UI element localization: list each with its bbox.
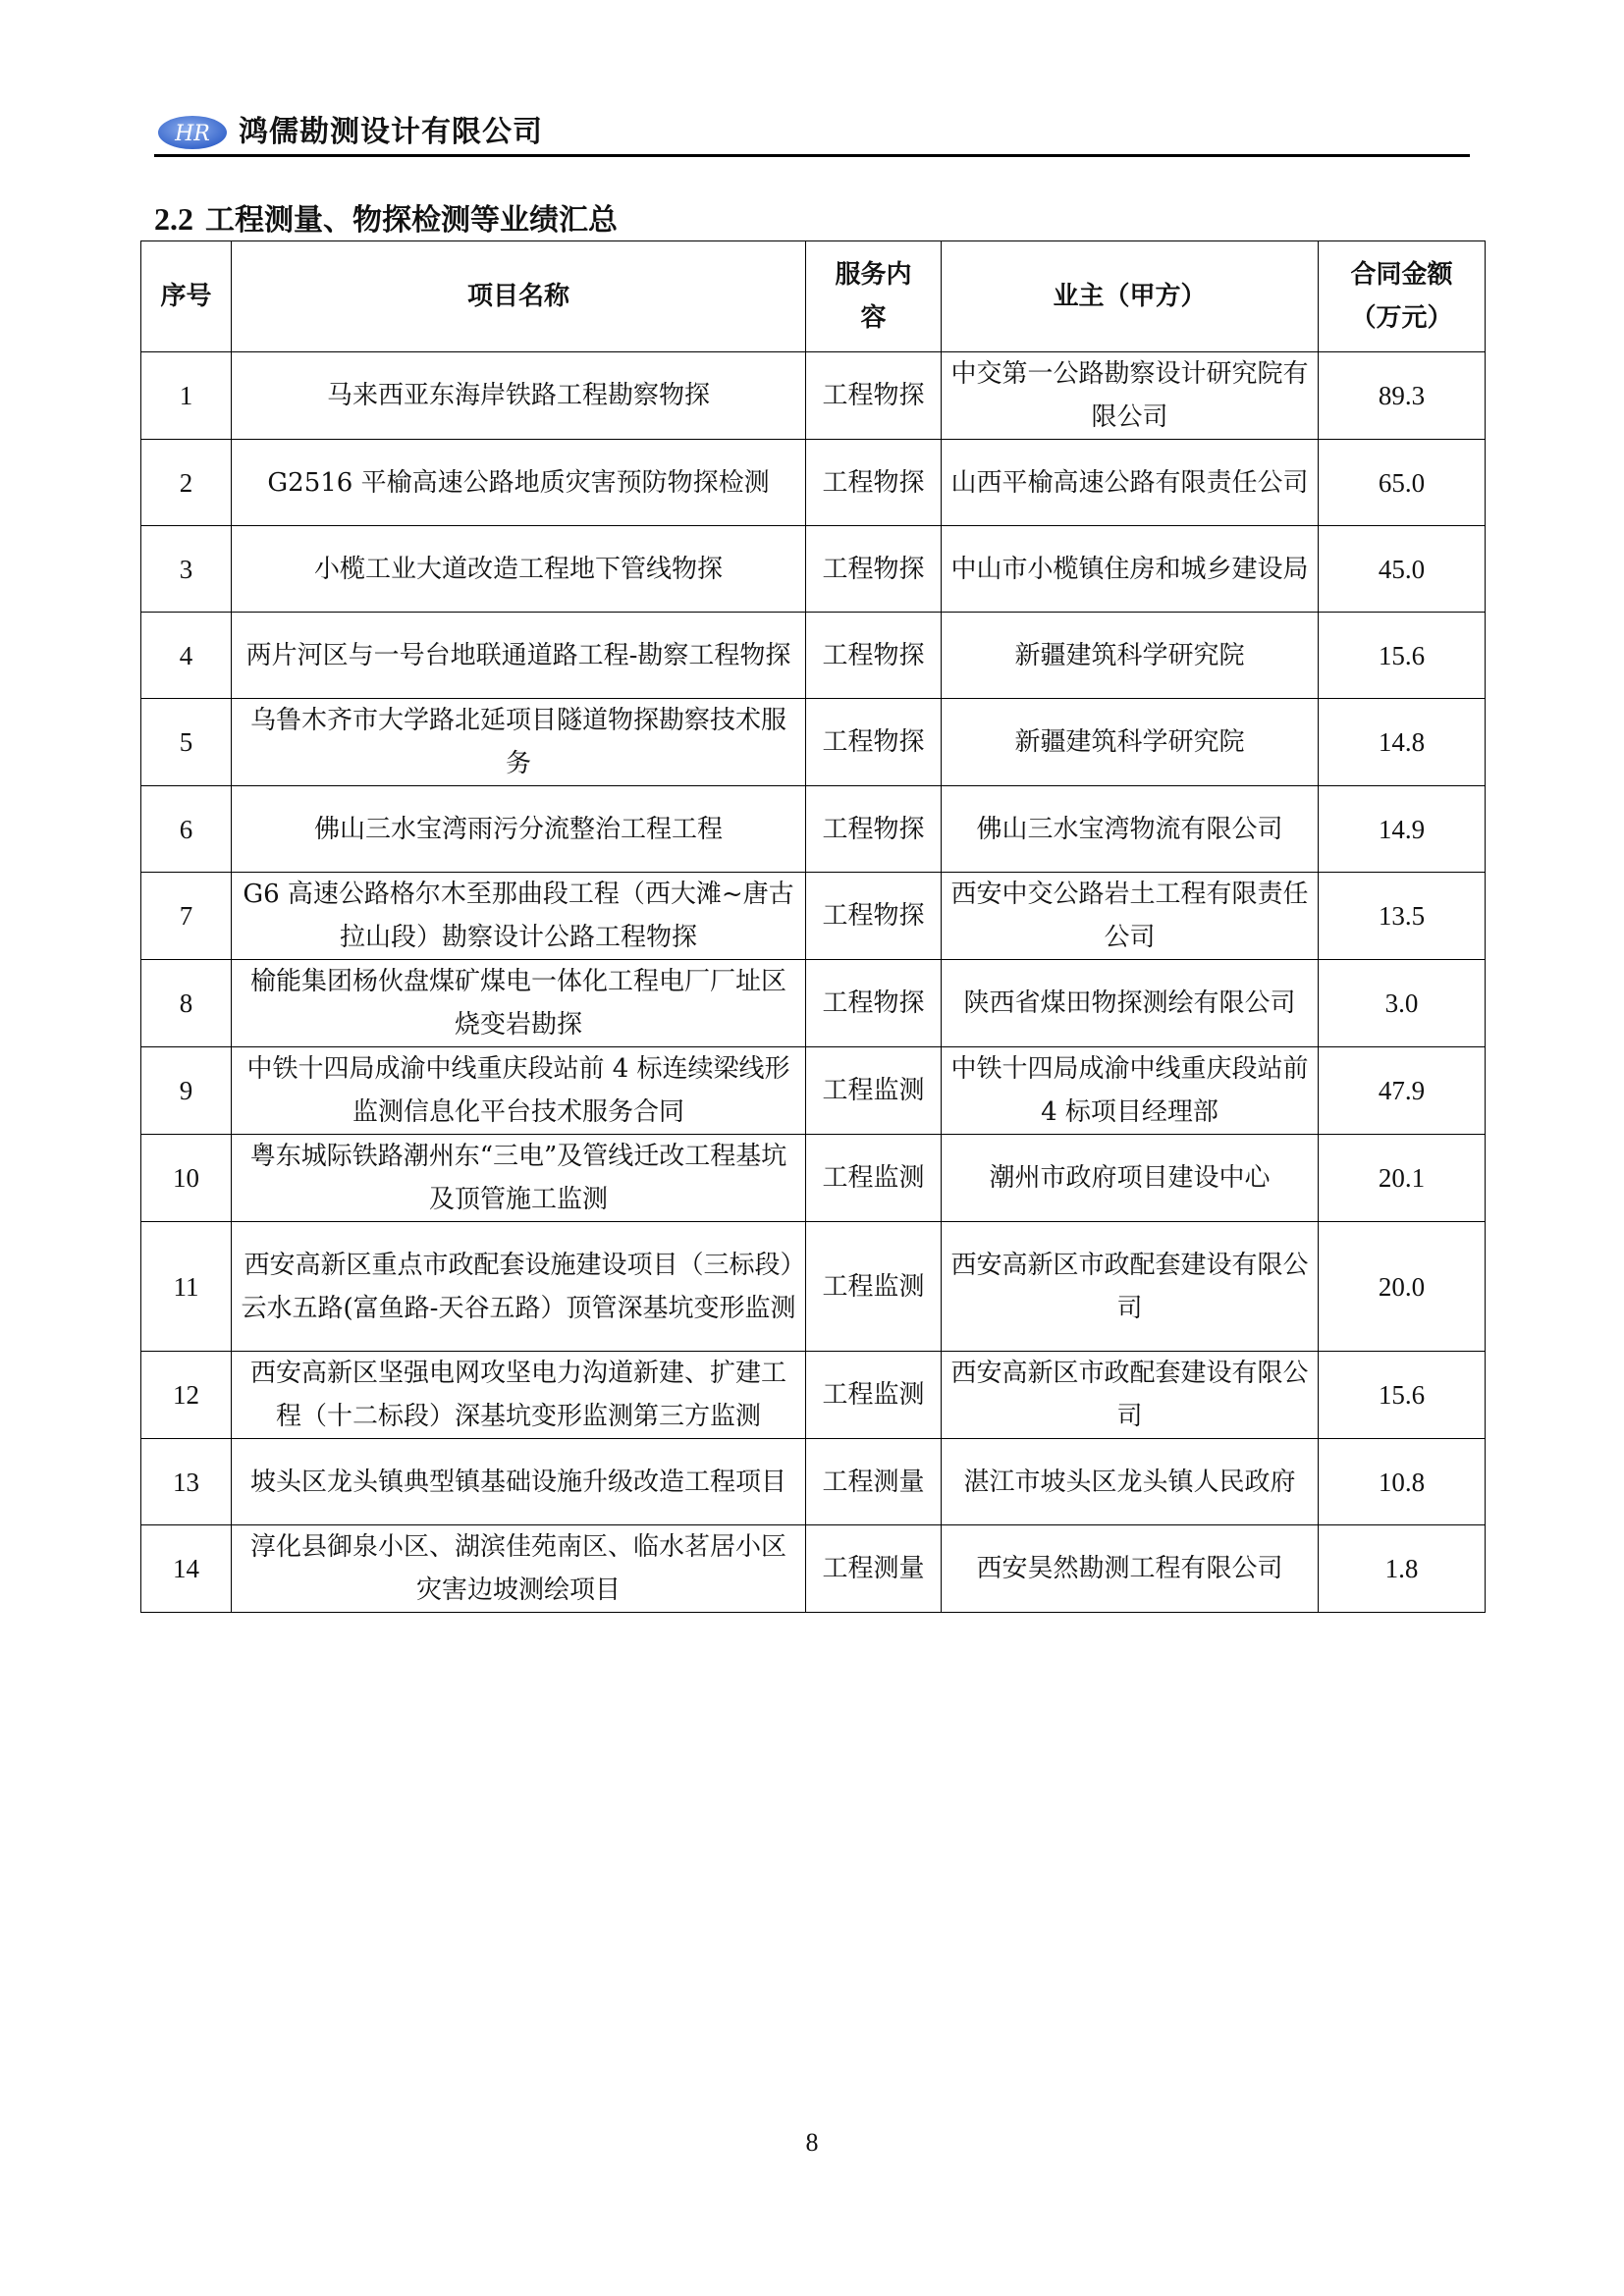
owner: 西安高新区市政配套建设有限公司: [942, 1222, 1319, 1352]
owner: 新疆建筑科学研究院: [942, 699, 1319, 786]
column-header-name: 项目名称: [232, 241, 806, 352]
contract-amount: 45.0: [1319, 526, 1486, 613]
project-name: 乌鲁木齐市大学路北延项目隧道物探勘察技术服务: [232, 699, 806, 786]
project-name: 中铁十四局成渝中线重庆段站前 4 标连续梁线形监测信息化平台技术服务合同: [232, 1047, 806, 1135]
project-name: 西安高新区重点市政配套设施建设项目（三标段）云水五路(富鱼路-天谷五路）顶管深基坑变形监测: [232, 1222, 806, 1352]
table-row: [141, 1439, 1486, 1525]
section-heading: [154, 199, 618, 240]
row-no: 6: [141, 786, 232, 873]
company-logo-icon: [157, 115, 228, 150]
column-header-owner: 业主（甲方）: [942, 241, 1319, 352]
project-name: 淳化县御泉小区、湖滨佳苑南区、临水茗居小区灾害边坡测绘项目: [232, 1525, 806, 1613]
service-type: 工程物探: [806, 873, 942, 960]
performance-table: [140, 240, 1486, 1613]
project-name: 榆能集团杨伙盘煤矿煤电一体化工程电厂厂址区烧变岩勘探: [232, 960, 806, 1047]
table-row: [141, 440, 1486, 526]
table-row: [141, 352, 1486, 440]
service-type: 工程物探: [806, 960, 942, 1047]
row-no: 5: [141, 699, 232, 786]
contract-amount: 89.3: [1319, 352, 1486, 440]
table-row: [141, 873, 1486, 960]
service-type: 工程物探: [806, 440, 942, 526]
table-row: [141, 1047, 1486, 1135]
table-row: [141, 960, 1486, 1047]
owner: 新疆建筑科学研究院: [942, 613, 1319, 699]
contract-amount: 15.6: [1319, 613, 1486, 699]
owner: 湛江市坡头区龙头镇人民政府: [942, 1439, 1319, 1525]
project-name: 马来西亚东海岸铁路工程勘察物探: [232, 352, 806, 440]
contract-amount: 14.8: [1319, 699, 1486, 786]
row-no: 7: [141, 873, 232, 960]
service-type: 工程监测: [806, 1352, 942, 1439]
service-type: 工程物探: [806, 352, 942, 440]
service-type: 工程测量: [806, 1525, 942, 1613]
service-type: 工程物探: [806, 699, 942, 786]
project-name: 佛山三水宝湾雨污分流整治工程工程: [232, 786, 806, 873]
row-no: 8: [141, 960, 232, 1047]
service-type: 工程监测: [806, 1222, 942, 1352]
owner: 西安昊然勘测工程有限公司: [942, 1525, 1319, 1613]
contract-amount: 10.8: [1319, 1439, 1486, 1525]
contract-amount: 20.0: [1319, 1222, 1486, 1352]
table-row: [141, 786, 1486, 873]
row-no: 4: [141, 613, 232, 699]
contract-amount: 1.8: [1319, 1525, 1486, 1613]
svg-text:HR: HR: [175, 122, 210, 146]
service-type: 工程物探: [806, 613, 942, 699]
page-number: 8: [805, 2128, 819, 2157]
service-type: 工程物探: [806, 526, 942, 613]
column-header-no: 序号: [141, 241, 232, 352]
owner: 潮州市政府项目建设中心: [942, 1135, 1319, 1222]
contract-amount: 65.0: [1319, 440, 1486, 526]
table-row: [141, 1222, 1486, 1352]
owner: 西安高新区市政配套建设有限公司: [942, 1352, 1319, 1439]
table-row: [141, 1135, 1486, 1222]
project-name: G2516 平榆高速公路地质灾害预防物探检测: [232, 440, 806, 526]
row-no: 3: [141, 526, 232, 613]
table-row: [141, 699, 1486, 786]
contract-amount: 14.9: [1319, 786, 1486, 873]
row-no: 13: [141, 1439, 232, 1525]
header-divider: [154, 154, 1470, 157]
project-name: 两片河区与一号台地联通道路工程-勘察工程物探: [232, 613, 806, 699]
row-no: 14: [141, 1525, 232, 1613]
service-type: 工程监测: [806, 1135, 942, 1222]
row-no: 2: [141, 440, 232, 526]
table-header-row: [141, 241, 1486, 352]
service-type: 工程测量: [806, 1439, 942, 1525]
company-name: 鸿儒勘测设计有限公司: [239, 115, 543, 149]
contract-amount: 20.1: [1319, 1135, 1486, 1222]
owner: 山西平榆高速公路有限责任公司: [942, 440, 1319, 526]
owner: 陕西省煤田物探测绘有限公司: [942, 960, 1319, 1047]
project-name: G6 高速公路格尔木至那曲段工程（西大滩~唐古拉山段）勘察设计公路工程物探: [232, 873, 806, 960]
contract-amount: 3.0: [1319, 960, 1486, 1047]
owner: 佛山三水宝湾物流有限公司: [942, 786, 1319, 873]
row-no: 10: [141, 1135, 232, 1222]
project-name: 西安高新区坚强电网攻坚电力沟道新建、扩建工程（十二标段）深基坑变形监测第三方监测: [232, 1352, 806, 1439]
table-row: [141, 526, 1486, 613]
service-type: 工程物探: [806, 786, 942, 873]
column-header-amount: 合同金额 （万元）: [1319, 241, 1486, 352]
section-title-text: 工程测量、物探检测等业绩汇总: [205, 203, 618, 238]
section-number: 2.2: [154, 201, 193, 237]
table-row: [141, 1525, 1486, 1613]
project-name: 粤东城际铁路潮州东“三电”及管线迁改工程基坑及顶管施工监测: [232, 1135, 806, 1222]
owner: 西安中交公路岩土工程有限责任公司: [942, 873, 1319, 960]
contract-amount: 15.6: [1319, 1352, 1486, 1439]
project-name: 坡头区龙头镇典型镇基础设施升级改造工程项目: [232, 1439, 806, 1525]
row-no: 12: [141, 1352, 232, 1439]
owner: 中山市小榄镇住房和城乡建设局: [942, 526, 1319, 613]
row-no: 9: [141, 1047, 232, 1135]
owner: 中铁十四局成渝中线重庆段站前 4 标项目经理部: [942, 1047, 1319, 1135]
contract-amount: 13.5: [1319, 873, 1486, 960]
column-header-service: 服务内 容: [806, 241, 942, 352]
contract-amount: 47.9: [1319, 1047, 1486, 1135]
service-type: 工程监测: [806, 1047, 942, 1135]
row-no: 1: [141, 352, 232, 440]
table-row: [141, 1352, 1486, 1439]
project-name: 小榄工业大道改造工程地下管线物探: [232, 526, 806, 613]
table-row: [141, 613, 1486, 699]
owner: 中交第一公路勘察设计研究院有限公司: [942, 352, 1319, 440]
row-no: 11: [141, 1222, 232, 1352]
